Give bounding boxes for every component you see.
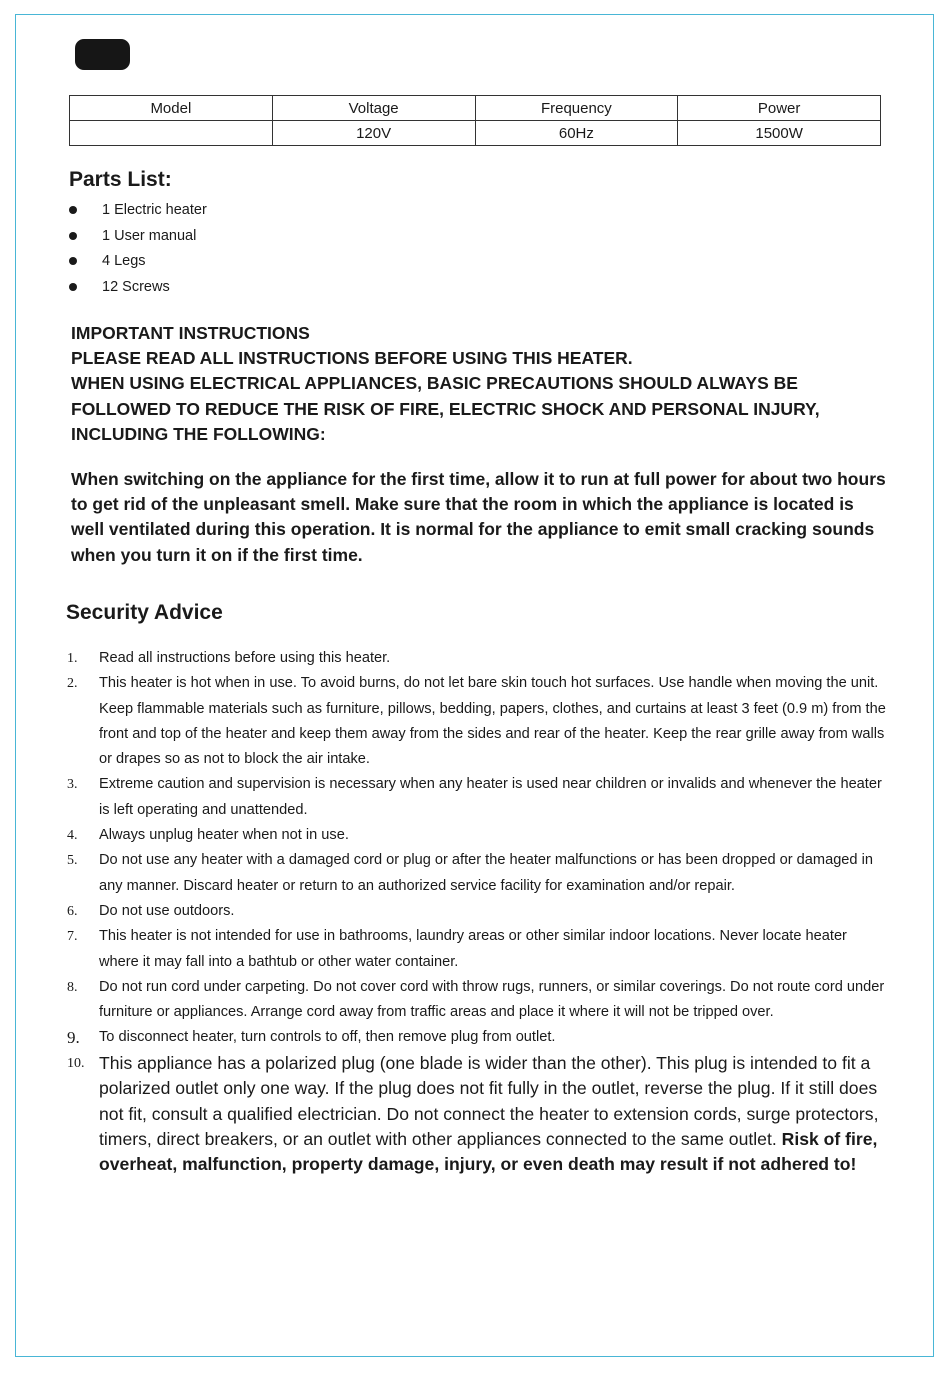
important-heading: IMPORTANT INSTRUCTIONS (71, 323, 310, 343)
list-item (67, 1051, 887, 1178)
item-text: Extreme caution and supervision is necessary when any heater is used near children or invalids and whenever the heater is left operating and unattended. (99, 776, 882, 818)
list-item (69, 277, 207, 303)
table-cell (70, 121, 273, 146)
part-label: 1 User manual (102, 227, 197, 244)
list-item (67, 899, 887, 924)
first-use-notice: When switching on the appliance for the first time, allow it to run at full power for about two hours to get rid of the unpleasant smell. Make sure that the room in which the appliance is located is well ventilated during this operation. It is normal for the appliance to emit small cracking sounds when you turn it on if the first time. (71, 469, 886, 565)
list-item (69, 251, 207, 277)
list-item (67, 848, 887, 899)
list-item (67, 772, 887, 823)
table-header: Voltage (272, 96, 475, 121)
bullet-icon (69, 232, 77, 240)
list-item (69, 200, 207, 226)
warning-text: Risk of fire, overheat, malfunction, property damage, injury, or even death may result if not adhered to! (99, 1128, 878, 1175)
item-text: Read all instructions before using this heater. (99, 650, 391, 666)
security-advice-list (67, 646, 887, 1178)
item-text: This appliance has a polarized plug (one blade is wider than the other). This plug is intended to fit a polarized outlet only one way. If the plug does not fit fully in the outlet, reverse the plug. If it still does not fit, consult a qualified electrician. Do not connect the heater to extension cords, surge protectors, timers, direct breakers, or an outlet with other appliances connected to the same outlet. (99, 1052, 879, 1149)
table-cell: 1500W (678, 121, 881, 146)
item-number: 3. (67, 777, 78, 793)
list-item (67, 924, 887, 975)
parts-list (69, 200, 207, 302)
read-instructions-line: PLEASE READ ALL INSTRUCTIONS BEFORE USING THIS HEATER. (71, 348, 633, 369)
table-header: Frequency (475, 96, 678, 121)
specification-table (69, 95, 881, 146)
item-number: 5. (67, 853, 78, 869)
item-text: Do not run cord under carpeting. Do not cover cord with throw rugs, runners, or similar coverings. Do not route cord under furniture or appliances. Arrange cord away from traffic areas and place it where it will not be tripped over. (99, 978, 885, 1021)
part-label: 4 Legs (102, 253, 146, 269)
security-advice-heading: Security Advice (66, 601, 223, 624)
item-number: 1. (67, 651, 78, 666)
item-text: Do not use any heater with a damaged cord or plug or after the heater malfunctions or has been dropped or damaged in any manner. Discard heater or return to an authorized service facility for examination and/or repair. (99, 852, 873, 894)
item-number: 4. (67, 828, 78, 844)
table-header-row (70, 96, 881, 121)
precautions-text: WHEN USING ELECTRICAL APPLIANCES, BASIC PRECAUTIONS SHOULD ALWAYS BE FOLLOWED TO REDUCE THE RISK OF FIRE, ELECTRIC SHOCK AND PERSONAL INJURY, INCLUDING THE FOLLOWING: (71, 373, 820, 444)
item-text: This heater is hot when in use. To avoid burns, do not let bare skin touch hot surfaces. Use handle when moving the unit. Keep flammable materials such as furniture, pillows, bedding, papers, clothes, and curtains at least 3 feet (0.9 m) from the front and top of the heater and keep them away from the sides and rear of the heater. Keep the rear grille away from walls or drapes so as not to block the air intake. (99, 675, 886, 768)
bullet-icon (69, 257, 77, 265)
parts-list-heading: Parts List: (69, 168, 172, 191)
item-number: 2. (67, 676, 78, 692)
list-item (67, 975, 887, 1026)
part-label: 1 Electric heater (102, 202, 207, 218)
item-number: 10. (67, 1055, 85, 1071)
list-item (69, 226, 207, 252)
bullet-icon (69, 283, 77, 291)
list-item (67, 646, 887, 671)
important-instructions (71, 321, 886, 447)
list-item (67, 823, 887, 848)
table-row (70, 121, 881, 146)
list-item (67, 1025, 887, 1050)
table-cell: 60Hz (475, 121, 678, 146)
list-item (67, 671, 887, 772)
table-header: Model (70, 96, 273, 121)
item-text: This heater is not intended for use in bathrooms, laundry areas or other similar indoor locations. Never locate heater where it may fall into a bathtub or other water container. (99, 928, 847, 970)
item-text: To disconnect heater, turn controls to off, then remove plug from outlet. (99, 1029, 556, 1046)
part-label: 12 Screws (102, 278, 170, 295)
item-number: 9. (67, 1028, 80, 1048)
item-text: Do not use outdoors. (99, 902, 235, 919)
item-text: Always unplug heater when not in use. (99, 827, 349, 844)
table-header: Power (678, 96, 881, 121)
bullet-icon (69, 206, 77, 214)
item-number: 7. (67, 929, 78, 945)
table-cell: 120V (272, 121, 475, 146)
language-badge (75, 39, 130, 70)
item-number: 8. (67, 979, 78, 995)
item-number: 6. (67, 903, 78, 919)
